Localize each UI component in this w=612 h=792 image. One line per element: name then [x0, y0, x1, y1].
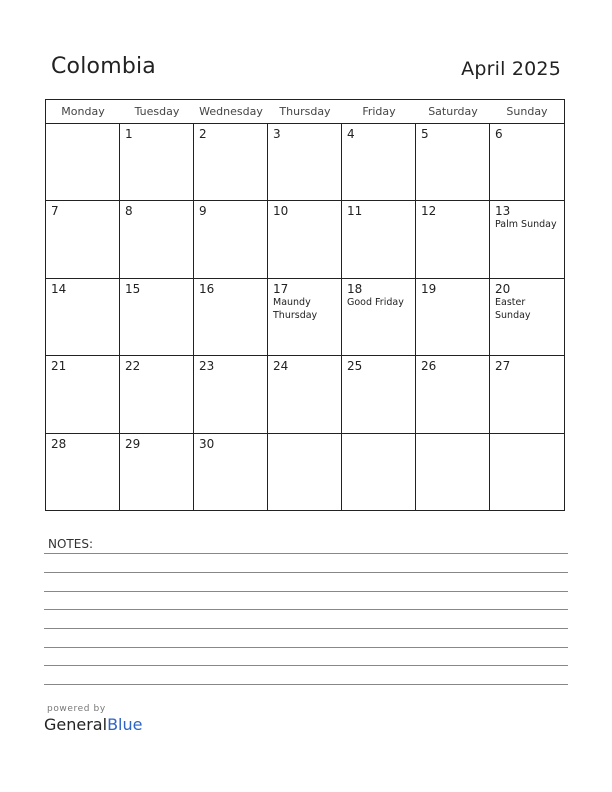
- day-number: 6: [495, 127, 503, 141]
- powered-by-text: powered by: [47, 704, 106, 714]
- brand-name: [44, 715, 142, 734]
- day-cell: [194, 356, 268, 433]
- day-cell: [46, 356, 120, 433]
- holiday-label: Maundy: [273, 296, 311, 308]
- weekday-header: Wednesday: [199, 105, 263, 118]
- day-cell: [342, 279, 416, 356]
- day-number: 18: [347, 281, 363, 296]
- day-number: 16: [199, 281, 215, 296]
- day-cell: [194, 124, 268, 201]
- day-cell: [46, 279, 120, 356]
- holiday-label: Thursday: [273, 309, 318, 321]
- weekday-header: Tuesday: [134, 105, 180, 118]
- day-cell: [46, 124, 120, 201]
- day-cell: [416, 201, 490, 278]
- notes-line: [44, 553, 568, 554]
- notes-line: [44, 665, 568, 666]
- day-cell: [416, 279, 490, 356]
- day-cell: [342, 201, 416, 278]
- day-cell: [120, 434, 194, 511]
- day-number: 15: [125, 281, 141, 296]
- day-number: 4: [347, 127, 355, 141]
- notes-line: [44, 628, 568, 629]
- day-number: 14: [51, 281, 67, 296]
- day-number: 7: [51, 204, 59, 219]
- notes-line: [44, 647, 568, 648]
- day-number: 26: [421, 359, 437, 374]
- day-cell: [120, 356, 194, 433]
- country-title: Colombia: [51, 54, 156, 79]
- day-cell: [268, 279, 342, 356]
- day-number: 19: [421, 281, 437, 296]
- day-cell: [194, 434, 268, 511]
- day-number: 11: [347, 204, 363, 219]
- day-cell: [416, 124, 490, 201]
- holiday-label: Easter: [495, 296, 526, 308]
- day-number: 5: [421, 127, 429, 141]
- day-number: 25: [347, 359, 363, 374]
- day-cell: [416, 434, 490, 511]
- day-cell: [490, 201, 564, 278]
- day-number: 13: [495, 204, 511, 219]
- day-cell: [342, 434, 416, 511]
- day-number: 24: [273, 359, 289, 374]
- day-cell: [268, 124, 342, 201]
- generalblue-logo: [44, 704, 142, 734]
- day-number: 3: [273, 127, 281, 141]
- holiday-label: Palm Sunday: [495, 219, 557, 231]
- day-cell: [490, 356, 564, 433]
- day-cell: [120, 124, 194, 201]
- day-number: 29: [125, 436, 141, 451]
- day-cell: [194, 201, 268, 278]
- day-cell: [120, 201, 194, 278]
- day-number: 17: [273, 281, 289, 296]
- weekday-header-row: [46, 100, 564, 124]
- day-number: 23: [199, 359, 215, 374]
- weekday-header: Monday: [61, 105, 105, 118]
- day-cell: [268, 434, 342, 511]
- holiday-label: Good Friday: [347, 296, 404, 308]
- day-number: 1: [125, 127, 133, 141]
- day-cell: [342, 356, 416, 433]
- day-cell: [46, 201, 120, 278]
- notes-label: NOTES:: [48, 537, 93, 551]
- day-cell: [342, 124, 416, 201]
- day-number: 21: [51, 359, 67, 374]
- days-grid: [46, 124, 564, 511]
- brand-name-general: General: [44, 715, 108, 734]
- day-number: 8: [125, 204, 133, 219]
- day-number: 9: [199, 204, 207, 219]
- day-cell: [490, 434, 564, 511]
- day-number: 27: [495, 359, 511, 374]
- weekday-header: Sunday: [506, 105, 548, 118]
- day-number: 28: [51, 436, 67, 451]
- day-cell: [416, 356, 490, 433]
- month-year-title: April 2025: [461, 58, 561, 80]
- day-number: 10: [273, 204, 289, 219]
- day-cell: [120, 279, 194, 356]
- day-cell: [268, 356, 342, 433]
- day-number: 22: [125, 359, 141, 374]
- day-cell: [490, 279, 564, 356]
- day-cell: [194, 279, 268, 356]
- weekday-header: Saturday: [428, 105, 478, 118]
- day-cell: [268, 201, 342, 278]
- day-number: 12: [421, 204, 437, 219]
- day-number: 30: [199, 436, 215, 451]
- weekday-header: Friday: [362, 105, 396, 118]
- day-cell: [46, 434, 120, 511]
- day-cell: [490, 124, 564, 201]
- day-number: 20: [495, 281, 511, 296]
- notes-line: [44, 591, 568, 592]
- brand-name-blue: Blue: [107, 715, 143, 734]
- notes-line: [44, 572, 568, 573]
- day-number: 2: [199, 127, 207, 141]
- notes-line: [44, 684, 568, 685]
- notes-line: [44, 609, 568, 610]
- weekday-header: Thursday: [279, 105, 331, 118]
- calendar-grid: [45, 99, 565, 511]
- holiday-label: Sunday: [495, 309, 531, 321]
